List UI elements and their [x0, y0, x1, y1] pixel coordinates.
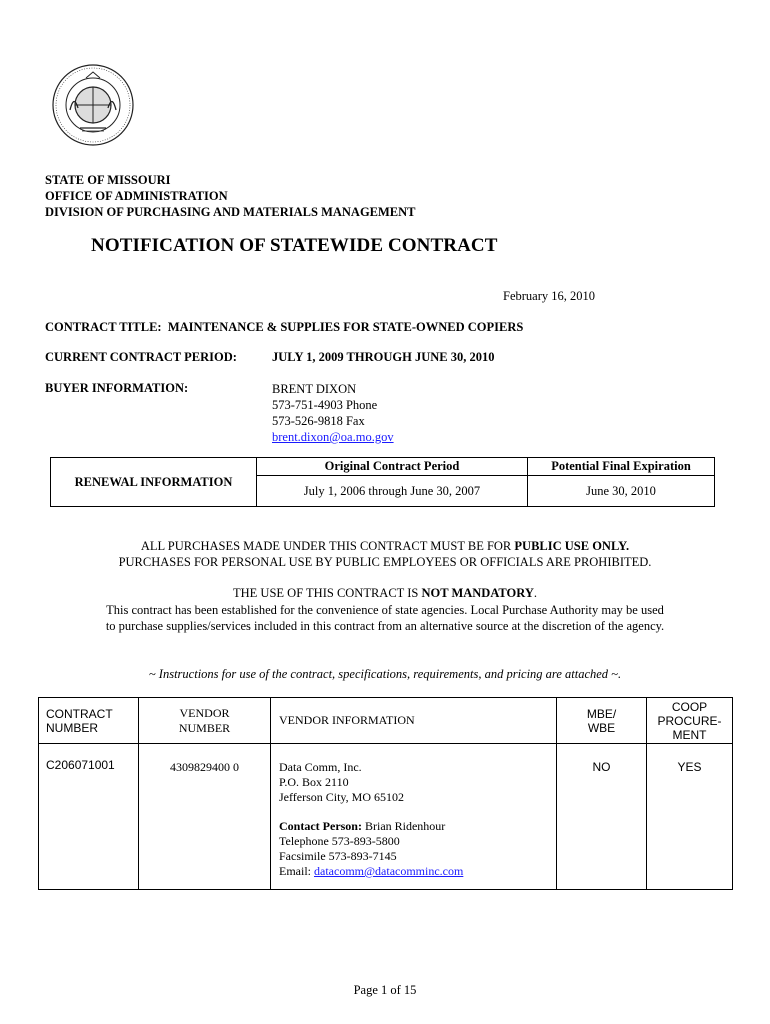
- buyer-email-link[interactable]: brent.dixon@oa.mo.gov: [272, 430, 394, 444]
- vendor-address-2: Jefferson City, MO 65102: [279, 790, 404, 804]
- buyer-phone: 573-751-4903 Phone: [272, 398, 378, 412]
- contact-name: Brian Ridenhour: [361, 819, 446, 833]
- cell-contract-number: C206071001: [39, 744, 139, 890]
- contract-title-row: [45, 320, 523, 335]
- header-contract-number-line2: NUMBER: [46, 720, 99, 735]
- header-mbe-line1: MBE/: [586, 706, 617, 721]
- header-vendor-number: [139, 698, 271, 744]
- final-expiration-value: June 30, 2010: [528, 476, 715, 507]
- buyer-label: BUYER INFORMATION:: [45, 381, 189, 395]
- missouri-state-seal: [52, 64, 134, 146]
- cell-vendor-info: [271, 744, 557, 890]
- mandatory-period: .: [533, 586, 537, 600]
- convenience-line-2: to purchase supplies/services included in this contract from an alternative source at the discretion of the agency.: [105, 619, 665, 633]
- original-period-header: Original Contract Period: [257, 458, 528, 476]
- vendor-contact: [279, 819, 556, 834]
- header-coop-line1: COOP: [671, 699, 708, 714]
- buyer-info: [272, 381, 394, 445]
- cell-mbe-wbe: NO: [557, 744, 647, 890]
- buyer-fax: 573-526-9818 Fax: [272, 414, 365, 428]
- convenience-line-1: This contract has been established for the convenience of state agencies. Local Purchase Authority may be used: [106, 603, 664, 617]
- email-label: Email:: [279, 864, 314, 878]
- header-vendor-number-line1: VENDOR: [179, 705, 230, 720]
- header-office: OFFICE OF ADMINISTRATION: [45, 189, 228, 203]
- public-use-bold: PUBLIC USE ONLY.: [514, 539, 630, 553]
- original-period-value: July 1, 2006 through June 30, 2007: [257, 476, 528, 507]
- mandatory-notice: [0, 586, 770, 601]
- vendor-email: [279, 864, 556, 879]
- vendor-address-1: P.O. Box 2110: [279, 775, 349, 789]
- cell-vendor-number: 4309829400 0: [139, 744, 271, 890]
- contact-label: Contact Person:: [279, 819, 362, 833]
- header-state: STATE OF MISSOURI: [45, 173, 171, 187]
- header-vendor-number-line2: NUMBER: [178, 720, 231, 735]
- renewal-label: RENEWAL INFORMATION: [51, 458, 257, 507]
- contract-title-label: CONTRACT TITLE:: [45, 320, 162, 334]
- header-coop: [647, 698, 733, 744]
- cell-coop: YES: [647, 744, 733, 890]
- header-coop-line3: MENT: [672, 727, 707, 742]
- convenience-paragraph: [0, 602, 770, 634]
- vendor-email-link[interactable]: datacomm@datacomminc.com: [314, 864, 464, 878]
- header-division: DIVISION OF PURCHASING AND MATERIALS MANAGEMENT: [45, 205, 416, 219]
- contract-title-value: MAINTENANCE & SUPPLIES FOR STATE-OWNED COPIERS: [167, 320, 524, 334]
- renewal-table: [50, 457, 715, 507]
- header-contract-number-line1: CONTRACT: [46, 706, 113, 721]
- buyer-name: BRENT DIXON: [272, 382, 357, 396]
- mandatory-text: THE USE OF THIS CONTRACT IS: [233, 586, 422, 600]
- vendor-table: [38, 697, 733, 890]
- header-vendor-info: VENDOR INFORMATION: [271, 698, 557, 744]
- header-coop-line2: PROCURE-: [657, 713, 722, 728]
- header-mbe-wbe: [557, 698, 647, 744]
- contract-period-label: CURRENT CONTRACT PERIOD:: [45, 350, 237, 364]
- vendor-facsimile: Facsimile 573-893-7145: [279, 849, 397, 863]
- notice-date: February 16, 2010: [503, 289, 595, 303]
- public-use-notice: [0, 539, 770, 554]
- public-use-text: ALL PURCHASES MADE UNDER THIS CONTRACT MUST BE FOR: [140, 539, 515, 553]
- vendor-telephone: Telephone 573-893-5800: [279, 834, 400, 848]
- page-title: NOTIFICATION OF STATEWIDE CONTRACT: [91, 235, 498, 256]
- instructions-note: ~ Instructions for use of the contract, specifications, requirements, and pricing are attached ~.: [148, 667, 622, 681]
- contract-period-value: JULY 1, 2009 THROUGH JUNE 30, 2010: [272, 350, 495, 364]
- final-expiration-header: Potential Final Expiration: [528, 458, 715, 476]
- vendor-name: Data Comm, Inc.: [279, 760, 362, 774]
- personal-use-notice: PURCHASES FOR PERSONAL USE BY PUBLIC EMPLOYEES OR OFFICIALS ARE PROHIBITED.: [118, 555, 652, 569]
- header-mbe-line2: WBE: [587, 720, 616, 735]
- header-contract-number: [39, 698, 139, 744]
- page-number: Page 1 of 15: [353, 983, 417, 997]
- mandatory-bold: NOT MANDATORY: [421, 586, 534, 600]
